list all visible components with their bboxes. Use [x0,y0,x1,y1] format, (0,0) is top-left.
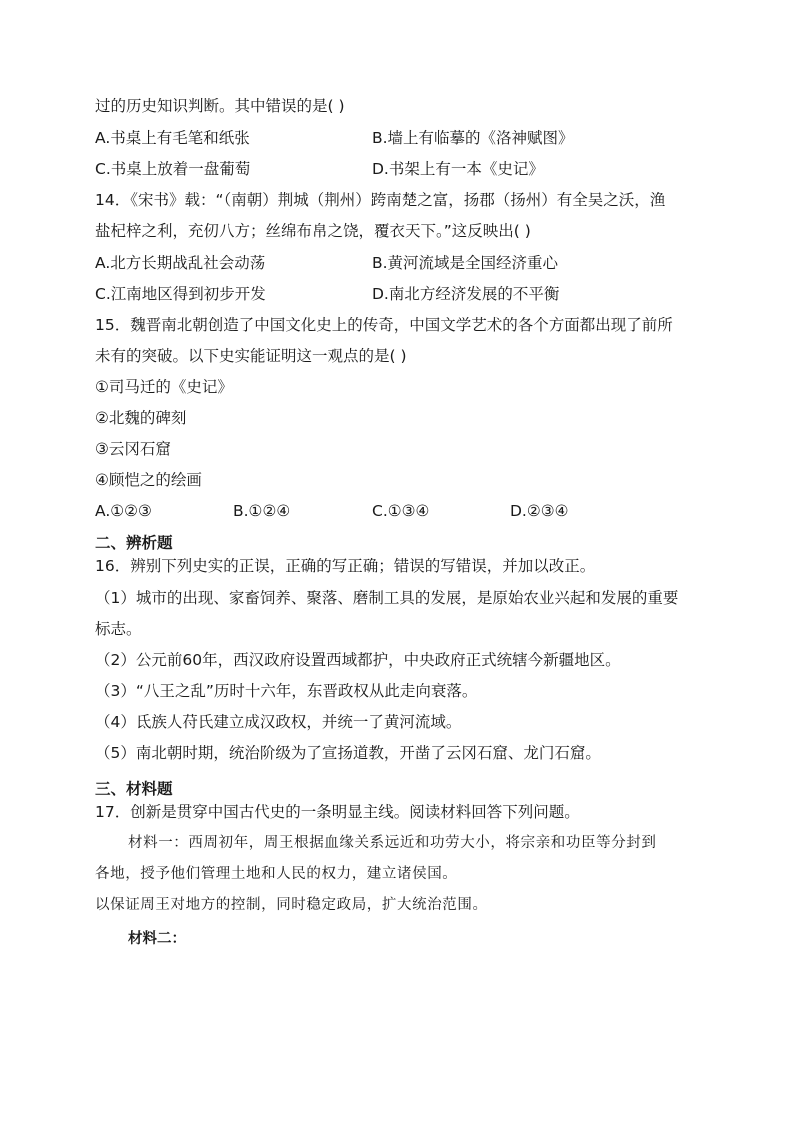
q16-statement-4: （4）氐族人苻氏建立成汉政权，并统一了黄河流域。 [95,713,462,731]
material-1-line3: 以保证周王对地方的控制，同时稳定政局，扩大统治范围。 [95,897,488,913]
q14-option-a: A.北方长期战乱社会动荡 [95,254,266,272]
q14-option-b: B.黄河流域是全国经济重心 [372,254,559,272]
q15-stem-line2: 未有的突破。以下史实能证明这一观点的是( ) [95,347,407,365]
q16-statement-3: （3）“八王之乱”历时十六年，东晋政权从此走向衰落。 [95,682,478,700]
q15-option-d: D.②③④ [510,502,569,520]
q15-option-a: A.①②③ [95,502,152,520]
q15-option-c: C.①③④ [372,502,430,520]
material-1-line1: 材料一：西周初年，周王根据血缘关系远近和功劳大小，将宗亲和功臣等分封到 [128,835,657,851]
q15-item-1: ①司马迁的《史记》 [95,378,233,396]
material-1-line2: 各地，授予他们管理土地和人民的权力，建立诸侯国。 [95,866,458,882]
q14-stem-line1: 14．《宋书》载：“（南朝）荆城（荆州）跨南楚之富，扬郡（扬州）有全吴之沃，渔 [95,191,666,209]
q13-option-b: B.墙上有临摹的《洛神赋图》 [372,129,574,147]
q15-item-2: ②北魏的碑刻 [95,409,187,427]
q15-option-b: B.①②④ [233,502,291,520]
q16-statement-2: （2）公元前60年，西汉政府设置西域都护，中央政府正式统辖今新疆地区。 [95,651,621,669]
q16-stem: 16．辨别下列史实的正误，正确的写正确；错误的写错误，并加以改正。 [95,557,596,575]
q17-stem: 17．创新是贯穿中国古代史的一条明显主线。阅读材料回答下列问题。 [95,803,580,821]
q14-option-d: D.南北方经济发展的不平衡 [372,285,560,303]
q16-statement-1-line1: （1）城市的出现、家畜饲养、聚落、磨制工具的发展，是原始农业兴起和发展的重要 [95,589,679,607]
material-2-label: 材料二： [128,930,186,947]
q13-stem-tail: 过的历史知识判断。其中错误的是( ) [95,97,345,115]
q14-option-c: C.江南地区得到初步开发 [95,285,266,303]
q15-stem-line1: 15．魏晋南北朝创造了中国文化史上的传奇，中国文学艺术的各个方面都出现了前所 [95,316,673,334]
q16-statement-5: （5）南北朝时期，统治阶级为了宣扬道教，开凿了云冈石窟、龙门石窟。 [95,744,601,762]
q13-option-d: D.书架上有一本《史记》 [372,160,544,178]
q13-option-c: C.书桌上放着一盘葡萄 [95,160,251,178]
q15-item-4: ④顾恺之的绘画 [95,471,202,489]
q14-stem-line2: 盐杞梓之利，充仞八方；丝绵布帛之饶，覆衣天下。”这反映出( ) [95,222,531,240]
section-3-title: 三、材料题 [95,780,173,798]
q13-option-a: A.书桌上有毛笔和纸张 [95,129,250,147]
q15-item-3: ③云冈石窟 [95,440,171,458]
section-2-title: 二、辨析题 [95,534,173,552]
q16-statement-1-line2: 标志。 [95,620,142,638]
